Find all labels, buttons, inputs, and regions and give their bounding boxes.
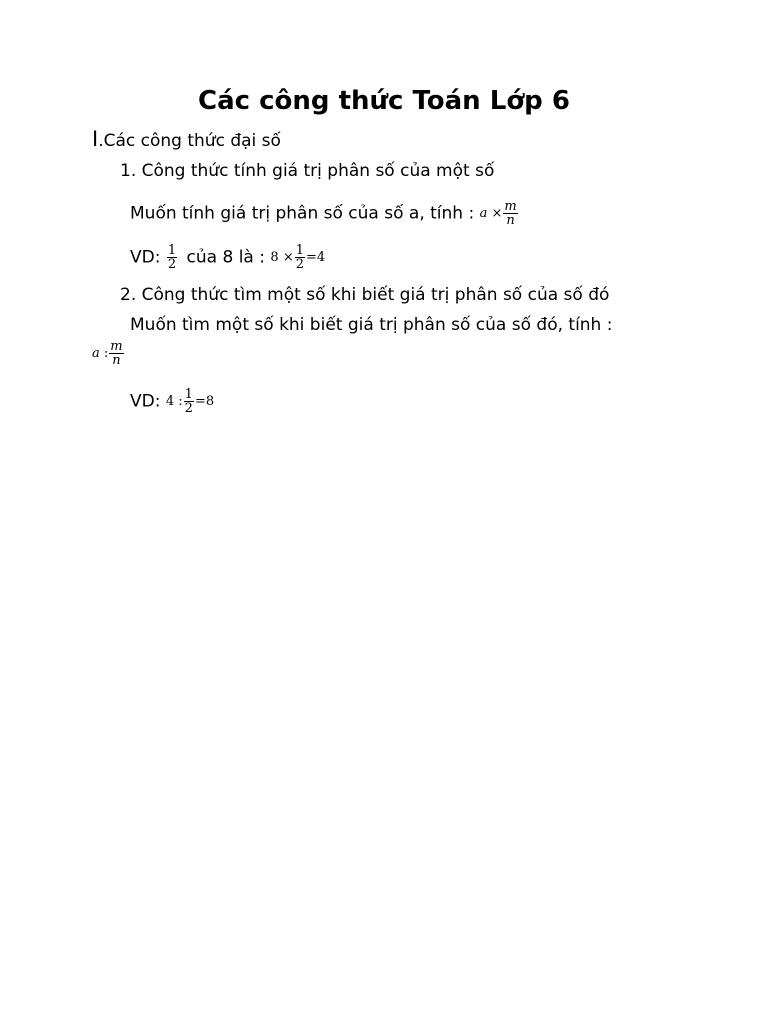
formula-operator: ×	[282, 250, 294, 265]
item-1-example	[130, 244, 325, 271]
item-1-paragraph	[130, 200, 519, 227]
item-2-heading: 2. Công thức tìm một số khi biết giá trị phân số của số đó	[120, 285, 610, 305]
section-numeral: I	[92, 127, 99, 151]
formula-lhs: 8	[270, 250, 279, 265]
fraction-denominator: 2	[295, 257, 304, 272]
fraction-denominator: n	[506, 213, 515, 228]
item-1-formula	[480, 200, 519, 227]
item-1-heading: 1. Công thức tính giá trị phân số của một số	[120, 161, 495, 181]
fraction-denominator: 2	[167, 257, 177, 272]
item-2-example	[130, 388, 214, 415]
example-formula	[166, 388, 214, 415]
formula-variable: a	[92, 346, 100, 361]
item-2-text: Muốn tìm một số khi biết giá trị phân số của số đó, tính :	[130, 315, 613, 335]
example-fraction	[167, 244, 177, 271]
formula-fraction	[109, 340, 123, 367]
formula-fraction	[295, 244, 305, 271]
formula-fraction	[503, 200, 517, 227]
document-title: Các công thức Toán Lớp 6	[198, 86, 570, 116]
fraction-numerator: 1	[184, 387, 193, 402]
fraction-numerator: 1	[295, 243, 304, 258]
fraction-denominator: 2	[184, 401, 193, 416]
fraction-numerator: m	[110, 339, 123, 354]
formula-fraction	[184, 388, 194, 415]
formula-variable: a	[479, 206, 488, 221]
fraction-numerator: m	[504, 199, 517, 214]
formula-result: =8	[194, 394, 215, 409]
example-prefix: VD:	[130, 391, 161, 412]
item-1-text: Muốn tính giá trị phân số của số a, tính :	[130, 203, 475, 224]
section-heading	[92, 128, 281, 152]
example-formula	[270, 244, 325, 271]
formula-lhs: 4	[165, 394, 175, 409]
formula-operator: :	[178, 394, 183, 409]
formula-operator: :	[103, 346, 109, 361]
formula-result: =4	[306, 250, 326, 265]
example-middle-text: của 8 là :	[186, 247, 265, 268]
item-2-formula	[92, 340, 125, 367]
formula-operator: ×	[491, 206, 503, 221]
section-label: .Các công thức đại số	[98, 131, 281, 151]
fraction-denominator: n	[112, 353, 121, 368]
fraction-numerator: 1	[167, 243, 177, 258]
example-prefix: VD:	[130, 247, 161, 268]
